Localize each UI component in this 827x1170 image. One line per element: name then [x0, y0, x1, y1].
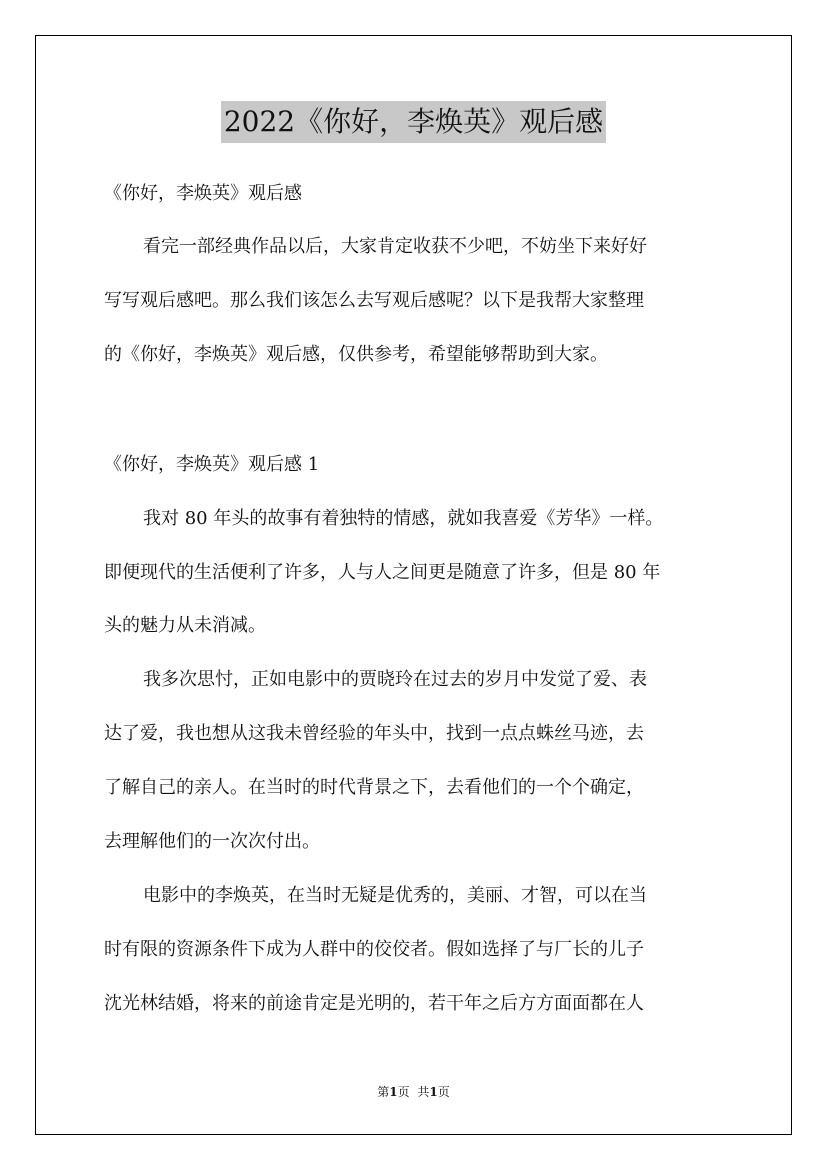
footer-total-prefix: 共	[417, 1085, 430, 1099]
footer-total-number: 1	[429, 1085, 438, 1099]
paragraph2-line-2: 达了爱，我也想从这我未曾经验的年头中，找到一点点蛛丝马迹，去	[104, 723, 644, 744]
paragraph1-line-3: 头的魅力从未消减。	[104, 615, 266, 636]
paragraph2-line-1: 我多次思忖，正如电影中的贾晓玲在过去的岁月中发觉了爱、表	[143, 669, 647, 690]
paragraph3-line-1: 电影中的李焕英，在当时无疑是优秀的，美丽、才智，可以在当	[143, 885, 647, 906]
paragraph2-line-4: 去理解他们的一次次付出。	[104, 831, 320, 852]
intro-line-3: 的《你好，李焕英》观后感，仅供参考，希望能够帮助到大家。	[104, 344, 608, 365]
footer-page-suffix: 页	[397, 1085, 410, 1099]
section-heading: 《你好，李焕英》观后感 1	[104, 454, 320, 475]
document-title: 2022《你好，李焕英》观后感	[221, 101, 606, 143]
footer-page-prefix: 第	[377, 1085, 390, 1099]
paragraph3-line-3: 沈光林结婚，将来的前途肯定是光明的，若干年之后方方面面都在人	[104, 993, 644, 1014]
document-subtitle: 《你好，李焕英》观后感	[104, 183, 302, 204]
paragraph3-line-2: 时有限的资源条件下成为人群中的佼佼者。假如选择了与厂长的儿子	[104, 939, 644, 960]
paragraph1-line-2: 即便现代的生活便利了许多，人与人之间更是随意了许多，但是 80 年	[104, 562, 661, 583]
intro-line-1: 看完一部经典作品以后，大家肯定收获不少吧，不妨坐下来好好	[143, 236, 647, 257]
paragraph2-line-3: 了解自己的亲人。在当时的时代背景之下，去看他们的一个个确定，	[104, 777, 644, 798]
page-footer	[0, 1084, 827, 1100]
footer-page-number: 1	[389, 1085, 398, 1099]
footer-total-suffix: 页	[437, 1085, 450, 1099]
title-container	[0, 101, 827, 143]
intro-line-2: 写写观后感吧。那么我们该怎么去写观后感呢？以下是我帮大家整理	[104, 290, 644, 311]
paragraph1-line-1: 我对 80 年头的故事有着独特的情感，就如我喜爱《芳华》一样。	[143, 508, 664, 529]
